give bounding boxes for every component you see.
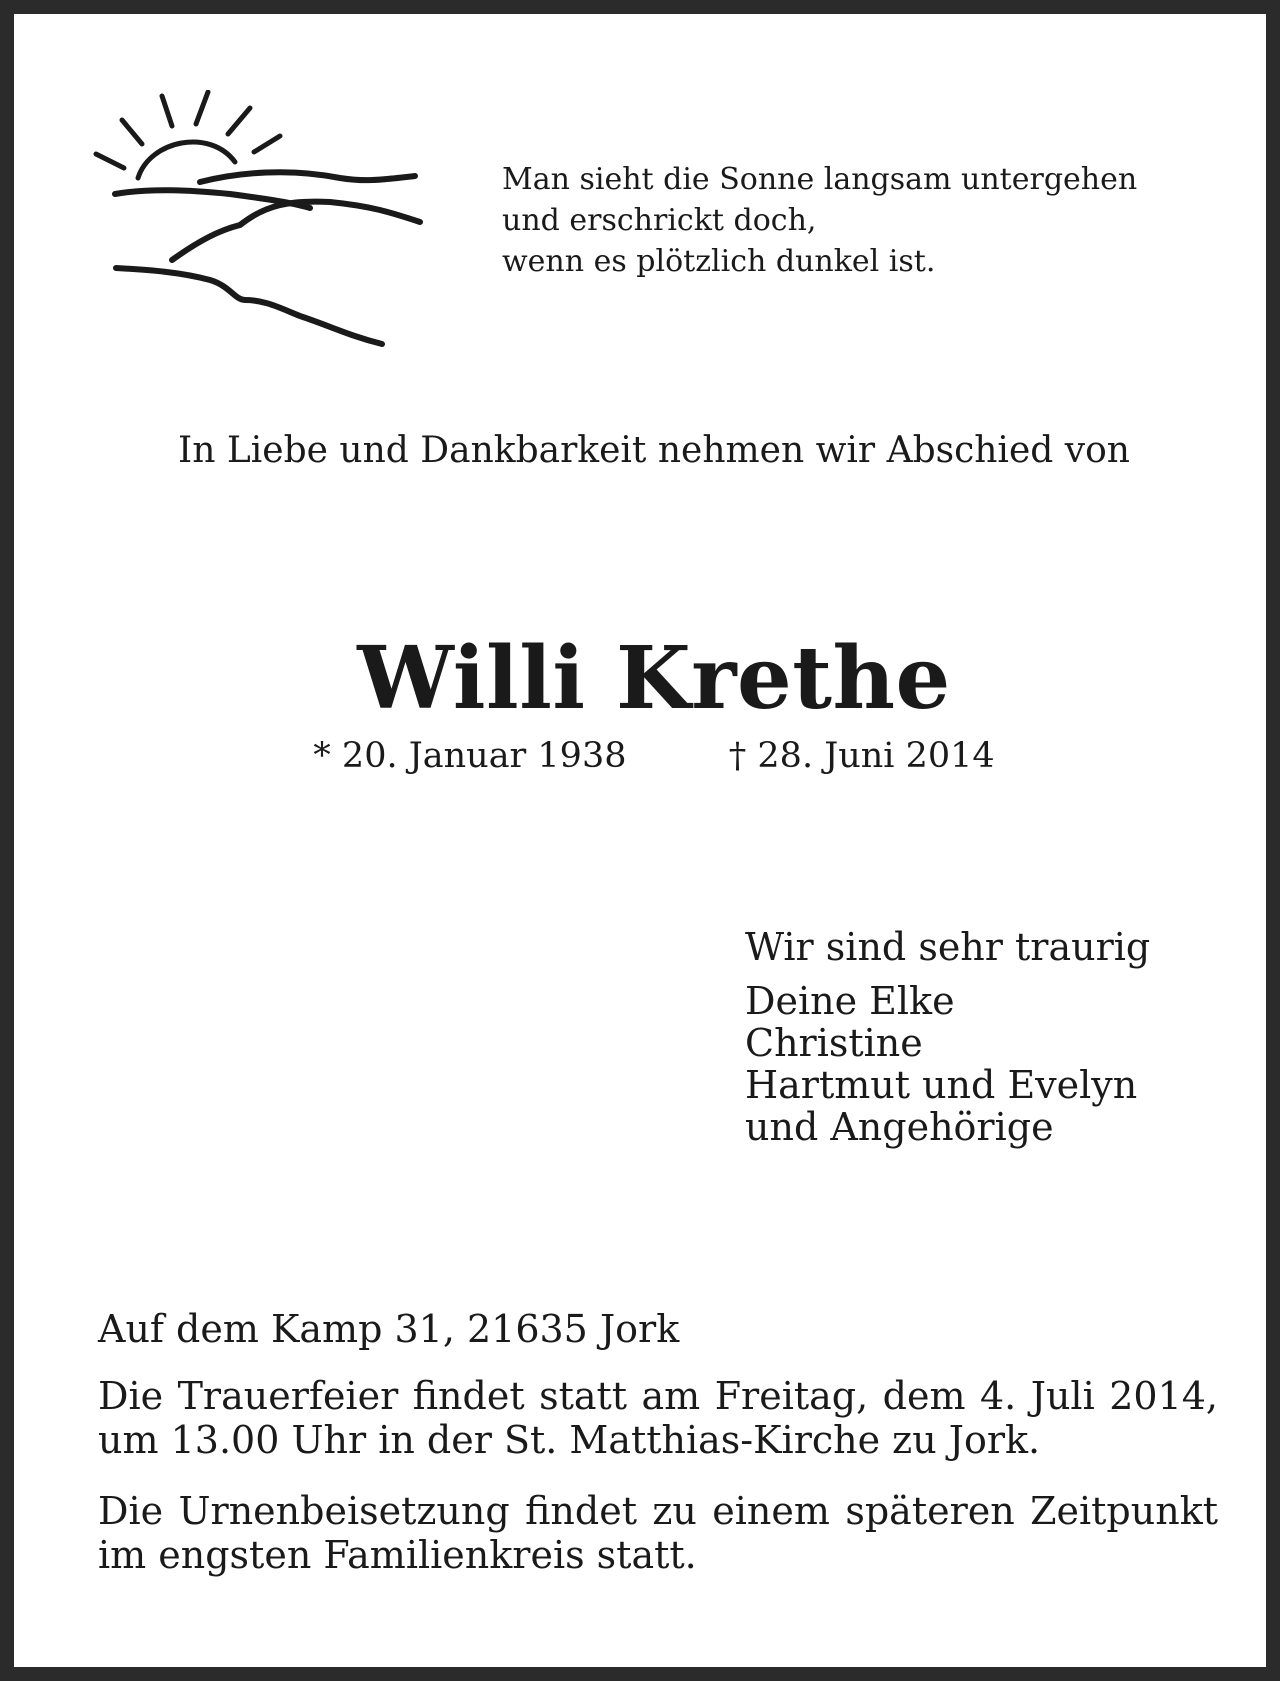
sunset-over-hills-icon (90, 90, 430, 350)
birth-date: * 20. Januar 1938 (313, 736, 627, 776)
deceased-name: Willi Krethe (357, 628, 951, 729)
urn-burial-text: Die Urnenbeisetzung findet zu einem späteren Zeitpunkt im engsten Familienkreis statt. (98, 1489, 1218, 1577)
poem-line: und erschrickt doch, (502, 203, 817, 238)
mourners-lead: Wir sind sehr traurig (745, 925, 1151, 969)
mourner-name: Hartmut und Evelyn (745, 1063, 1138, 1107)
poem-line: wenn es plötzlich dunkel ist. (502, 244, 936, 279)
poem-line: Man sieht die Sonne langsam untergehen (502, 162, 1138, 197)
mourners-list (745, 980, 1265, 1148)
funeral-service-text: Die Trauerfeier findet statt am Freitag, dem 4. Juli 2014, um 13.00 Uhr in der St. Matthias-Kirche zu Jork. (98, 1374, 1218, 1462)
address: Auf dem Kamp 31, 21635 Jork (98, 1307, 680, 1351)
intro-text: In Liebe und Dankbarkeit nehmen wir Abschied von (178, 430, 1130, 471)
mourner-name: Christine (745, 1021, 923, 1065)
mourner-name: Deine Elke (745, 979, 955, 1023)
death-date: † 28. Juni 2014 (728, 736, 995, 776)
life-dates (14, 734, 1280, 778)
mourners-block (745, 926, 1265, 1148)
mourner-name: und Angehörige (745, 1105, 1054, 1149)
poem (502, 159, 1242, 282)
